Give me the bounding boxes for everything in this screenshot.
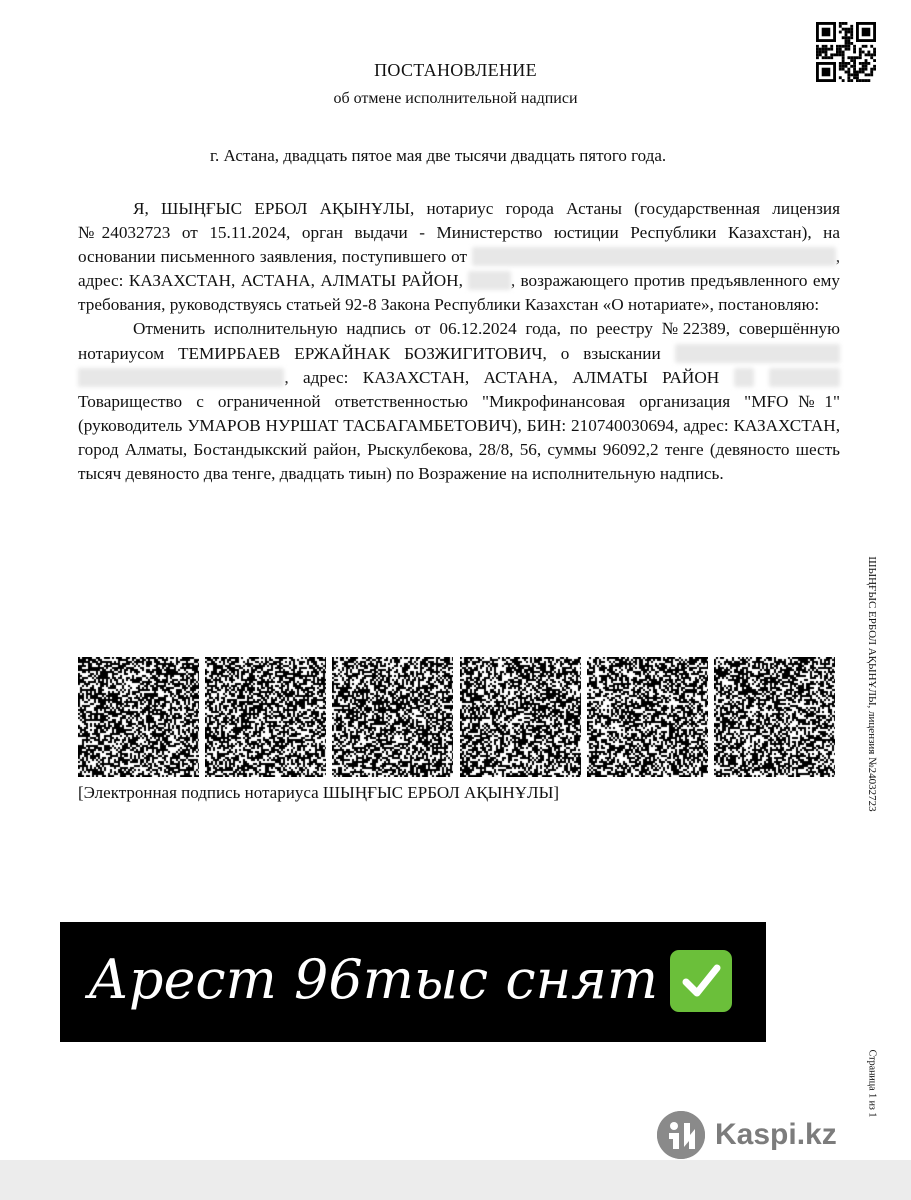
redacted-text [734,368,755,387]
kaspi-logo-icon [657,1111,705,1159]
signature-code-4 [460,657,581,777]
kaspi-brand-text: Kaspi.kz [715,1118,837,1151]
document-title: ПОСТАНОВЛЕНИЕ [374,60,537,80]
paragraph-2: Отменить исполнительную надпись от 06.12.2024 года, по реестру №22389, совершённую нотариусом ТЕМИРБАЕВ ЕРЖАЙНАК БОЗЖИГИТОВИЧ, о взыскании , адрес: КАЗАХСТАН, АСТАНА, АЛМАТЫ РАЙОН Товарищество с ограниченной ответственностью "Микрофинансовая организация "MFO№1" (руководитель УМАРОВ НУРШАТ ТАСБАГАМБЕТОВИЧ), БИН: 210740030694, адрес: КАЗАХСТАН, город Алматы, Бостандыкский район, Рыскулбекова, 28/8, 56, суммы 96092,2 тенге (девяносто шесть тысяч девяносто два тенге, двадцать тиын) по Возражение на исполнительную надпись. [78,319,840,484]
bottom-strip [0,1160,911,1200]
document-body [78,197,840,486]
signature-code-6 [714,657,835,777]
signature-code-1 [78,657,199,777]
signature-codes [78,657,835,777]
page-number: Страница 1 из 1 [866,1049,878,1118]
side-license-text: ШЫҢҒЫС ЕРБОЛ АҚЫНҰЛЫ, лицензия №24032723 [866,556,878,812]
kaspi-watermark [657,1110,837,1160]
paragraph-1: Я, ШЫҢҒЫС ЕРБОЛ АҚЫНҰЛЫ, нотариус города Астаны (государственная лицензия №24032723 от 15.11.2024, орган выдачи - Министерство юстиции Республики Казахстан), на основании письменного заявления, поступившего от , адрес: КАЗАХСТАН, АСТАНА, АЛМАТЫ РАЙОН, , возражающего против предъявленного ему требования, руководствуясь статьей 92-8 Закона Республики Казахстан «О нотариате», постановляю: [78,199,841,315]
redacted-text [468,271,510,290]
redacted-text [769,368,840,387]
redacted-text [472,247,836,266]
banner-text: Арест 96тыс снят [88,948,659,1011]
signature-code-2 [205,657,326,777]
signature-code-5 [587,657,708,777]
check-mark-icon [670,950,732,1012]
document-dateline: г. Астана, двадцать пятое мая две тысячи двадцать пятого года. [210,146,667,165]
electronic-signature-note: [Электронная подпись нотариуса ШЫҢҒЫС ЕРБОЛ АҚЫНҰЛЫ] [78,783,560,802]
overlay-banner [60,922,766,1042]
signature-code-3 [332,657,453,777]
document-subtitle: об отмене исполнительной надписи [333,90,578,107]
